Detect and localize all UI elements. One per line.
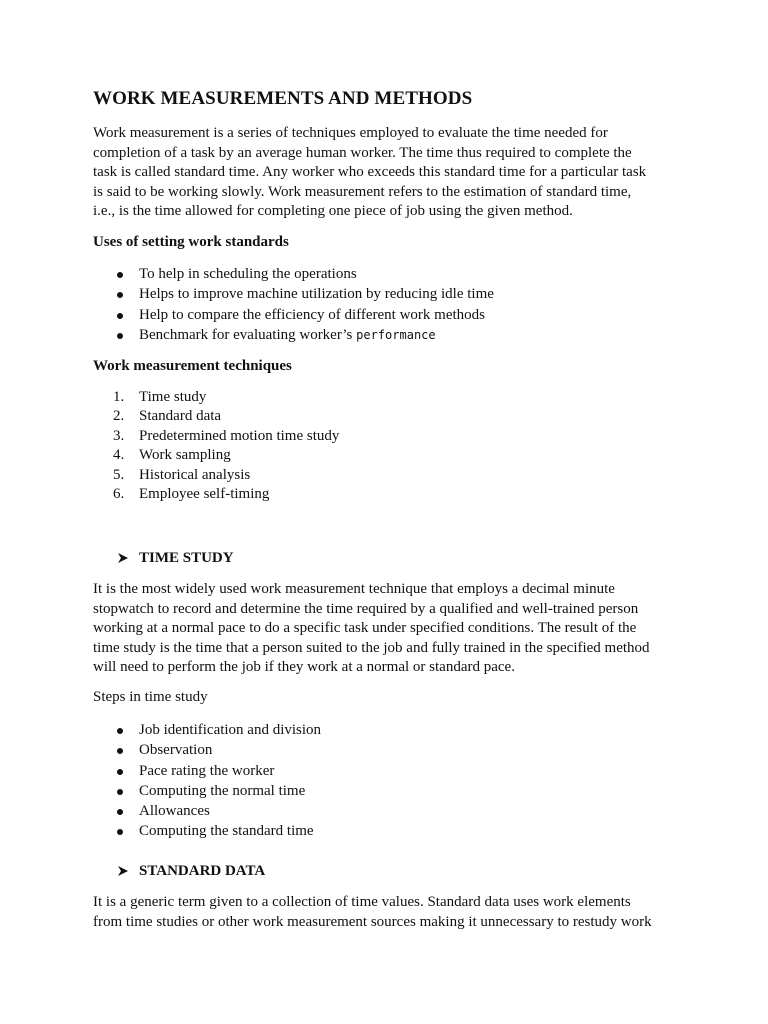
bullet-icon (117, 748, 123, 754)
bullet-icon (117, 333, 123, 339)
arrowhead-bullet-icon (117, 552, 129, 564)
intro-line: Work measurement is a series of techniques employed to evaluate the time needed for (93, 125, 608, 141)
list-item: 1. Time study (113, 389, 207, 405)
arrowhead-bullet-icon (117, 865, 129, 877)
bullet-icon (117, 313, 123, 319)
list-item-text-tail: performance (356, 327, 436, 342)
list-item: 5. Historical analysis (113, 466, 251, 483)
paragraph-line: It is the most widely used work measurement technique that employs a decimal minute (93, 581, 615, 597)
bullet-icon (117, 769, 123, 775)
list-item: Helps to improve machine utilization by reducing idle time (93, 284, 683, 304)
paragraph-line: time study is the time that a person suited to the job and fully trained in the specified method (93, 639, 650, 656)
bullet-icon (117, 809, 123, 815)
intro-line: completion of a task by an average human worker. The time thus required to complete the (93, 144, 632, 161)
list-item: Help to compare the efficiency of different work methods (93, 305, 683, 325)
list-item: Allowances (93, 801, 683, 821)
list-item: 2. Standard data (113, 408, 222, 425)
uses-heading: Uses of setting work standards (93, 234, 289, 250)
intro-line: task is called standard time. Any worker who exceeds this standard time for a particular task (93, 164, 647, 180)
list-item: 4. Work sampling (113, 447, 231, 464)
intro-paragraph (93, 124, 683, 222)
steps-list (93, 720, 683, 842)
techniques-heading: Work measurement techniques (93, 358, 292, 374)
bullet-icon (117, 292, 123, 298)
paragraph-line: working at a normal pace to do a specific task under specified conditions. The result of the (93, 620, 637, 636)
techniques-list (93, 388, 683, 504)
paragraph-line: It is a generic term given to a collection of time values. Standard data uses work elements (93, 894, 631, 910)
list-item: Computing the standard time (93, 821, 683, 841)
list-item-text: Benchmark for evaluating worker’s (139, 326, 353, 343)
list-item (93, 325, 683, 345)
section-heading-time-study: TIME STUDY (93, 548, 683, 568)
list-item: 3. Predetermined motion time study (113, 427, 340, 444)
bullet-icon (117, 272, 123, 278)
steps-label: Steps in time study (93, 689, 208, 705)
paragraph-line: will need to perform the job if they work at a normal or standard pace. (93, 659, 515, 675)
bullet-icon (117, 829, 123, 835)
list-item: Job identification and division (93, 720, 683, 740)
time-study-paragraph (93, 580, 683, 678)
paragraph-line: stopwatch to record and determine the time required by a qualified and well-trained person (93, 600, 639, 617)
standard-data-paragraph (93, 893, 683, 932)
list-item: Observation (93, 740, 683, 760)
section-heading-standard-data: STANDARD DATA (93, 861, 683, 881)
list-item: Pace rating the worker (93, 761, 683, 781)
bullet-icon (117, 789, 123, 795)
intro-line: is said to be working slowly. Work measurement refers to the estimation of standard time, (93, 183, 632, 200)
list-item: To help in scheduling the operations (93, 264, 683, 284)
intro-line: i.e., is the time allowed for completing one piece of job using the given method. (93, 203, 573, 219)
page-title: WORK MEASUREMENTS AND METHODS (93, 88, 473, 109)
paragraph-line: from time studies or other work measurement sources making it unnecessary to restudy work (93, 913, 652, 930)
uses-list (93, 264, 683, 345)
list-item: Computing the normal time (93, 781, 683, 801)
list-item: 6. Employee self-timing (113, 485, 270, 502)
bullet-icon (117, 728, 123, 734)
